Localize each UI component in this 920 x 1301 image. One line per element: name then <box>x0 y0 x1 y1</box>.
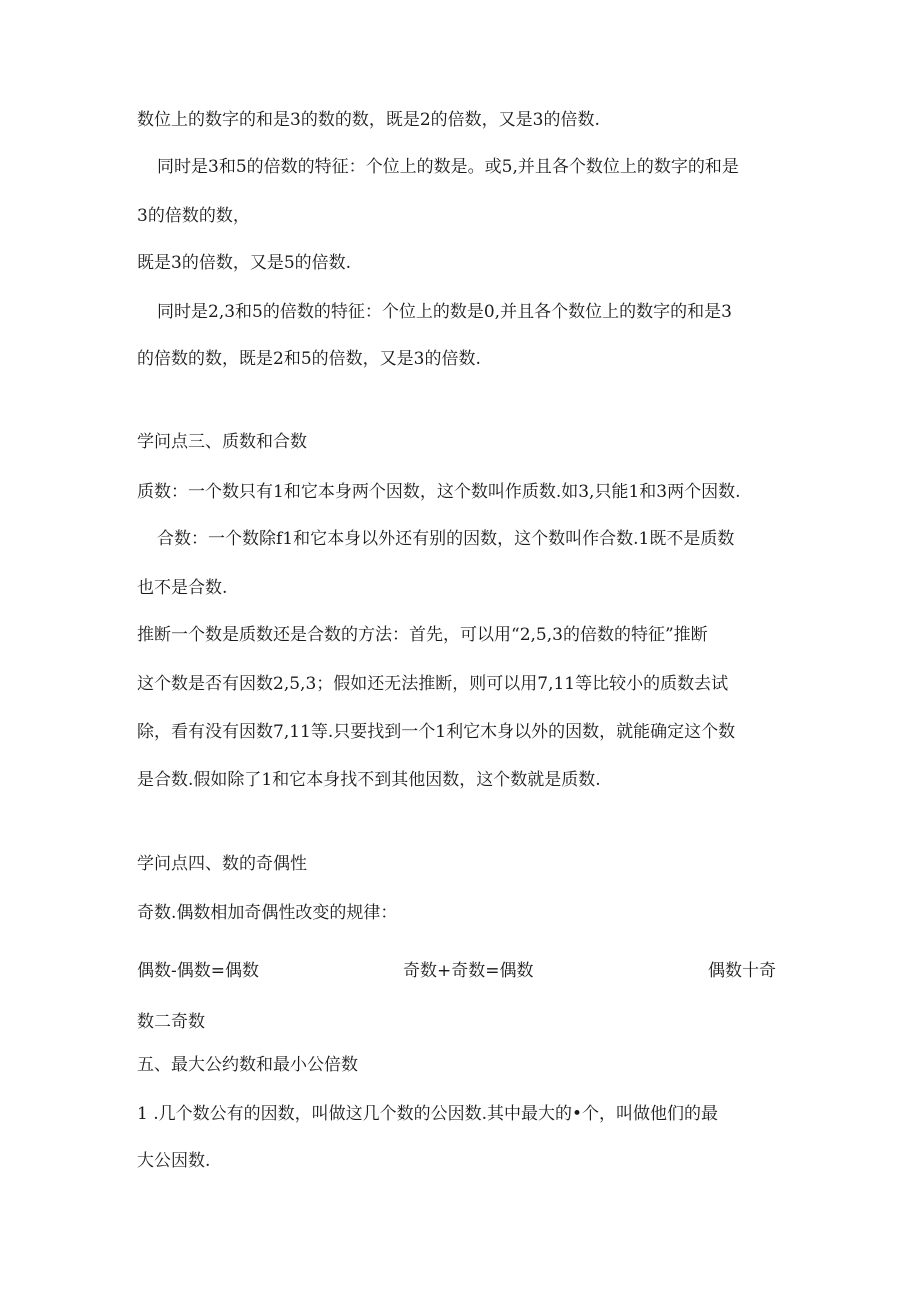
text-line: 除，看有没有因数7,11等.只要找到一个1利它木身以外的因数，就能确定这个数 <box>137 722 736 742</box>
text-line: 质数：一个数只有1和它本身两个因数，这个数叫作质数.如3,只能1和3两个因数. <box>137 482 741 502</box>
text-line: 的倍数的数，既是2和5的倍数，又是3的倍数. <box>137 349 481 369</box>
section-heading: 学问点四、数的奇偶性 <box>137 854 307 874</box>
section-heading: 五、最大公约数和最小公倍数 <box>137 1055 358 1075</box>
text-line: 大公因数. <box>137 1151 211 1171</box>
rule-even-even: 偶数-偶数=偶数 <box>137 961 259 981</box>
text-line: 同时是2,3和5的倍数的特征：个位上的数是0,并且各个数位上的数字的和是3 <box>157 302 732 322</box>
text-line: 合数：一个数除f1和它本身以外还有别的因数，这个数叫作合数.1既不是质数 <box>157 529 735 549</box>
text-line: 这个数是否有因数2,5,3；假如还无法推断，则可以用7,11等比较小的质数去试 <box>137 674 729 694</box>
text-line: 同时是3和5的倍数的特征：个位上的数是。或5,并且各个数位上的数字的和是 <box>157 157 739 177</box>
rule-even-odd-continued: 数二奇数 <box>137 1012 205 1032</box>
text-line: 也不是合数. <box>137 578 228 598</box>
text-line: 既是3的倍数，又是5的倍数. <box>137 253 352 273</box>
text-line: 奇数.偶数相加奇偶性改变的规律： <box>137 903 398 923</box>
text-line: 1 .几个数公有的因数，叫做这几个数的公因数.其中最大的•个，叫做他们的最 <box>137 1104 719 1124</box>
rule-even-odd: 偶数十奇 <box>708 961 776 981</box>
text-line: 3的倍数的数， <box>137 206 250 226</box>
text-line: 是合数.假如除了1和它本身找不到其他因数，这个数就是质数. <box>137 770 601 790</box>
section-heading: 学问点三、质数和合数 <box>137 432 307 452</box>
rule-odd-odd: 奇数+奇数=偶数 <box>403 961 534 981</box>
text-line: 数位上的数字的和是3的数的数，既是2的倍数，又是3的倍数. <box>137 110 600 130</box>
text-line: 推断一个数是质数还是合数的方法：首先，可以用“2,5,3的倍数的特征”推断 <box>137 625 708 645</box>
